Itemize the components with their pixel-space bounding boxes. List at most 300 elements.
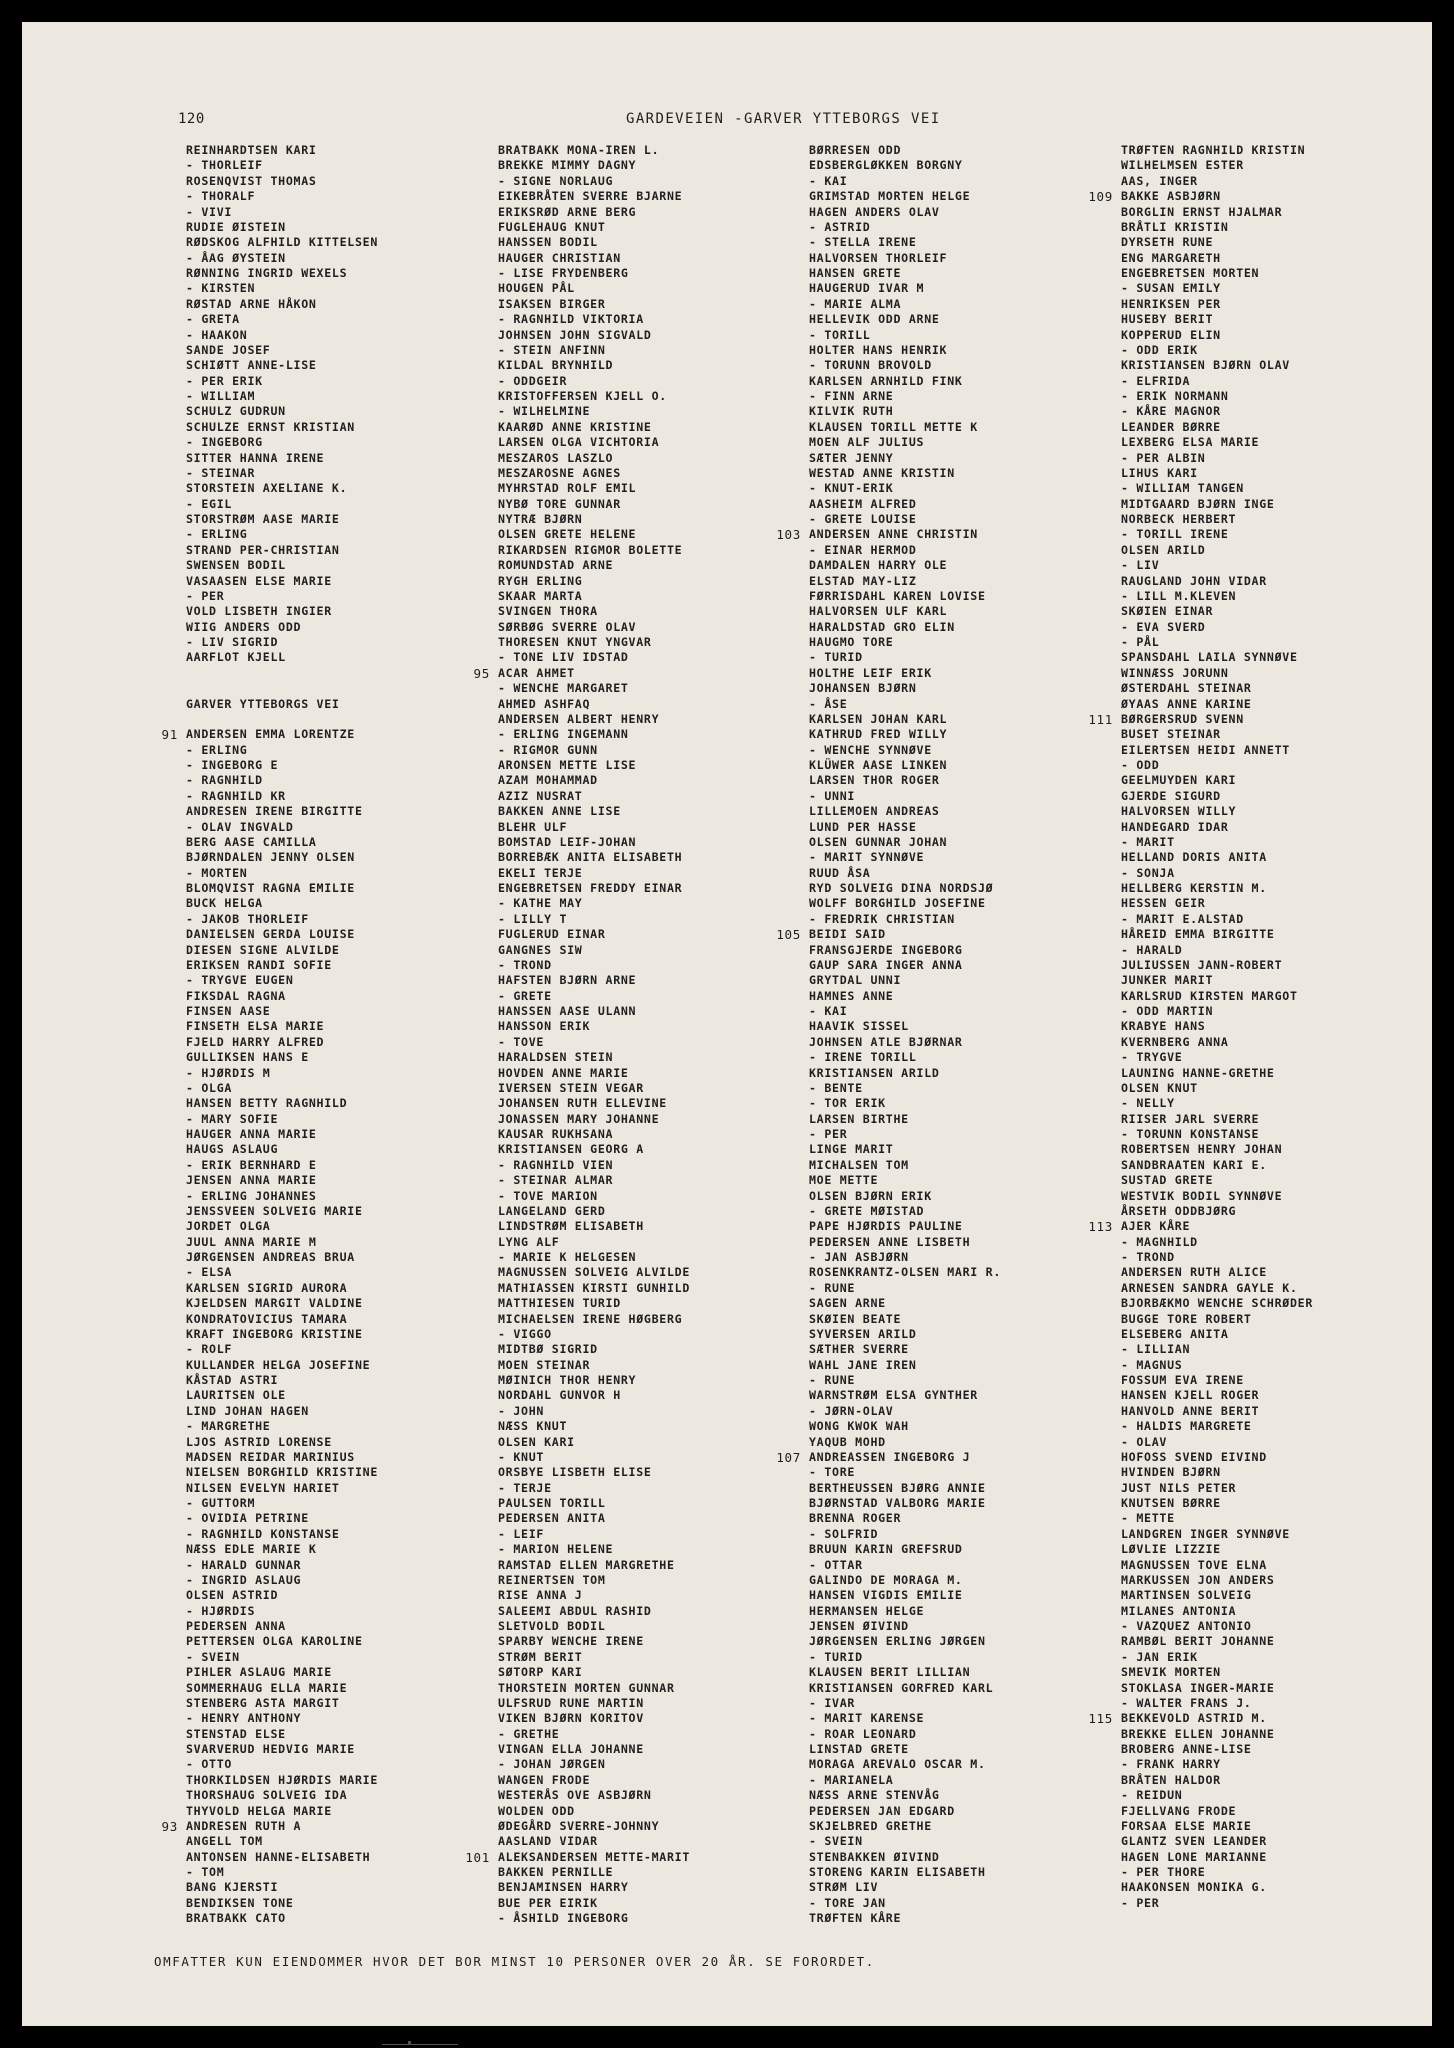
- resident-entry: [1121, 1757, 1451, 1772]
- resident-name: AAS, INGER: [1121, 173, 1198, 188]
- resident-entry: [498, 912, 828, 927]
- resident-name: ENGEBRETSEN FREDDY EINAR: [498, 881, 683, 895]
- resident-entry: [809, 697, 1139, 712]
- column-3: [776, 143, 1139, 1927]
- resident-name: HAMNES ANNE: [809, 988, 894, 1003]
- resident-name: - RAGNHILD KR: [186, 788, 286, 803]
- resident-entry: [186, 1604, 516, 1619]
- resident-entry: [186, 635, 516, 650]
- resident-name: - SUSAN EMILY: [1121, 281, 1221, 296]
- resident-name: STORSTRØM AASE MARIE: [186, 512, 340, 526]
- resident-entry: [776, 1449, 1139, 1465]
- resident-name: STRØM LIV: [809, 1880, 879, 1895]
- resident-entry: [809, 1650, 1139, 1665]
- resident-name: ØDEGÅRD SVERRE-JOHNNY: [498, 1818, 660, 1833]
- resident-entry: [1121, 1804, 1451, 1819]
- resident-entry: [498, 727, 828, 742]
- resident-name: - OTTO: [186, 1757, 233, 1772]
- resident-entry: [1121, 1081, 1451, 1096]
- resident-entry: [809, 497, 1139, 512]
- resident-entry: [186, 404, 516, 419]
- resident-name: - ODD ERIK: [1121, 342, 1198, 357]
- resident-entry: [186, 1634, 516, 1649]
- resident-entry: [498, 1773, 828, 1788]
- resident-entry: [809, 343, 1139, 358]
- resident-entry: [186, 604, 516, 619]
- resident-name: - FRANK HARRY: [1121, 1757, 1221, 1772]
- resident-entry: [1121, 1788, 1451, 1803]
- resident-entry: [809, 1850, 1139, 1865]
- resident-entry: [498, 850, 828, 865]
- resident-name: WILHELMSEN ESTER: [1121, 158, 1244, 173]
- resident-entry: [1121, 435, 1451, 450]
- resident-name: ANGELL TOM: [186, 1834, 263, 1849]
- resident-entry: [1121, 1511, 1451, 1526]
- resident-name: BUGGE TORE ROBERT: [1121, 1311, 1252, 1326]
- resident-entry: [1121, 1496, 1451, 1511]
- resident-name: LEANDER BØRRE: [1121, 419, 1221, 434]
- resident-entry: [161, 1818, 516, 1834]
- resident-entry: [809, 1665, 1139, 1680]
- resident-entry: [809, 804, 1139, 819]
- resident-entry: [498, 358, 828, 373]
- resident-entry: [809, 1265, 1139, 1280]
- resident-entry: [809, 281, 1139, 296]
- resident-entry: [498, 1619, 828, 1634]
- resident-name: PEDERSEN ANNA: [186, 1619, 286, 1633]
- resident-entry: [186, 574, 516, 589]
- resident-name: - IVAR: [809, 1695, 856, 1710]
- resident-name: HOUGEN PÅL: [498, 281, 575, 296]
- resident-name: HVINDEN BJØRN: [1121, 1465, 1221, 1480]
- resident-entry: [186, 1035, 516, 1050]
- resident-entry: [498, 1404, 828, 1419]
- resident-name: - LIV: [1121, 558, 1160, 573]
- resident-entry: [1121, 451, 1451, 466]
- resident-name: - OLAV: [1121, 1434, 1168, 1449]
- resident-name: MAGNUSSEN TOVE ELNA: [1121, 1557, 1267, 1572]
- resident-name: ERIKSEN RANDI SOFIE: [186, 957, 332, 972]
- resident-name: PEDERSEN JAN EDGARD: [809, 1803, 955, 1818]
- resident-name: ROBERTSEN HENRY JOHAN: [1121, 1142, 1283, 1157]
- resident-entry: [186, 435, 516, 450]
- resident-entry: [809, 451, 1139, 466]
- resident-name: - TORE: [809, 1465, 856, 1480]
- resident-name: BAKKE ASBJØRN: [1121, 189, 1221, 204]
- resident-name: - WILLIAM TANGEN: [1121, 481, 1244, 496]
- resident-entry: [186, 312, 516, 327]
- resident-entry: [1121, 620, 1451, 635]
- resident-name: AJER KÅRE: [1121, 1219, 1191, 1234]
- resident-entry: [186, 158, 516, 173]
- house-number: 111: [1088, 711, 1113, 727]
- resident-name: FINSETH ELSA MARIE: [186, 1019, 325, 1034]
- resident-name: - TORUNN KONSTANSE: [1121, 1127, 1260, 1141]
- resident-name: - KAI: [809, 173, 848, 188]
- footer-rule: [382, 2044, 458, 2045]
- resident-name: ULFSRUD RUNE MARTIN: [498, 1695, 644, 1710]
- resident-name: - LISE FRYDENBERG: [498, 266, 629, 280]
- resident-name: HÅREID EMMA BIRGITTE: [1121, 927, 1275, 942]
- resident-name: MESZAROSNE AGNES: [498, 465, 621, 480]
- resident-name: BAKKEN PERNILLE: [498, 1865, 614, 1879]
- resident-name: - ERIK NORMANN: [1121, 389, 1229, 403]
- resident-name: BORREBÆK ANITA ELISABETH: [498, 850, 683, 865]
- resident-entry: [186, 820, 516, 835]
- resident-name: - VIGGO: [498, 1326, 552, 1341]
- resident-name: OLSEN ASTRID: [186, 1588, 279, 1603]
- resident-name: - EVA SVERD: [1121, 619, 1206, 634]
- resident-entry: [498, 297, 828, 312]
- resident-entry: [1121, 1419, 1451, 1434]
- resident-entry: [498, 589, 828, 604]
- resident-name: LYNG ALF: [498, 1234, 560, 1249]
- resident-name: - THORALF: [186, 189, 256, 204]
- resident-name: JULIUSSEN JANN-ROBERT: [1121, 957, 1283, 972]
- resident-entry: [498, 1373, 828, 1388]
- resident-name: MICHALSEN TOM: [809, 1157, 909, 1172]
- column-1: [161, 143, 516, 1927]
- resident-name: - KATHE MAY: [498, 896, 583, 911]
- resident-name: KILVIK RUTH: [809, 404, 894, 419]
- resident-entry: [186, 989, 516, 1004]
- resident-entry: [809, 943, 1139, 958]
- resident-entry: [498, 1127, 828, 1142]
- resident-entry: [1121, 328, 1451, 343]
- resident-name: - SONJA: [1121, 865, 1175, 880]
- resident-name: SKAAR MARTA: [498, 588, 583, 603]
- resident-entry: [498, 1158, 828, 1173]
- resident-name: - WILLIAM: [186, 389, 256, 403]
- resident-entry: [186, 1696, 516, 1711]
- resident-entry: [498, 1312, 828, 1327]
- resident-entry: [1121, 1742, 1451, 1757]
- resident-entry: [498, 220, 828, 235]
- resident-name: - ERIK BERNHARD E: [186, 1157, 317, 1172]
- resident-entry: [498, 1265, 828, 1280]
- resident-entry: [498, 1588, 828, 1603]
- resident-name: - OVIDIA PETRINE: [186, 1511, 309, 1526]
- resident-name: PETTERSEN OLGA KAROLINE: [186, 1634, 363, 1649]
- resident-entry: [498, 481, 828, 496]
- resident-entry: [498, 1096, 828, 1111]
- resident-name: LJOS ASTRID LORENSE: [186, 1434, 332, 1449]
- resident-name: SKJELBRED GRETHE: [809, 1818, 932, 1833]
- resident-name: LUND PER HASSE: [809, 819, 917, 834]
- resident-entry: [809, 635, 1139, 650]
- resident-entry: [1121, 235, 1451, 250]
- resident-name: KATHRUD FRED WILLY: [809, 727, 948, 742]
- resident-entry: [1121, 1358, 1451, 1373]
- resident-name: KARLSEN SIGRID AURORA: [186, 1280, 348, 1295]
- resident-entry: [809, 1312, 1139, 1327]
- resident-name: - LIV SIGRID: [186, 635, 279, 649]
- resident-entry: [498, 235, 828, 250]
- resident-entry: [186, 1804, 516, 1819]
- resident-name: - TONE LIV IDSTAD: [498, 650, 629, 665]
- resident-entry: [498, 1465, 828, 1480]
- resident-entry: [1121, 1404, 1451, 1419]
- resident-entry: [809, 650, 1139, 665]
- resident-name: GARVER YTTEBORGS VEI: [186, 696, 340, 711]
- resident-name: MILANES ANTONIA: [1121, 1603, 1237, 1618]
- resident-name: NORBECK HERBERT: [1121, 512, 1237, 526]
- resident-entry: [186, 681, 516, 696]
- resident-entry: [1121, 789, 1451, 804]
- resident-entry: [498, 1634, 828, 1649]
- resident-name: - INGEBORG E: [186, 758, 279, 772]
- resident-entry: [809, 251, 1139, 266]
- resident-name: KJELDSEN MARGIT VALDINE: [186, 1296, 363, 1311]
- resident-entry: [498, 435, 828, 450]
- resident-entry: [1121, 804, 1451, 819]
- resident-name: - ELSA: [186, 1265, 233, 1280]
- resident-name: - TOM: [186, 1865, 225, 1879]
- resident-name: - RAGNHILD VIKTORIA: [498, 312, 644, 327]
- resident-entry: [1121, 973, 1451, 988]
- resident-name: - ÅSE: [809, 696, 848, 711]
- resident-name: LINDSTRØM ELISABETH: [498, 1219, 644, 1234]
- resident-name: - TRYGVE: [1121, 1050, 1183, 1065]
- resident-name: MICHAELSEN IRENE HØGBERG: [498, 1311, 683, 1326]
- resident-name: MARTINSEN SOLVEIG: [1121, 1588, 1252, 1603]
- resident-name: - GRETHE: [498, 1726, 560, 1741]
- resident-entry: [498, 1281, 828, 1296]
- resident-name: RYD SOLVEIG DINA NORDSJØ: [809, 881, 994, 895]
- resident-entry: [498, 604, 828, 619]
- resident-entry: [1121, 158, 1451, 173]
- house-number: 105: [776, 927, 801, 943]
- resident-name: WONG KWOK WAH: [809, 1419, 909, 1434]
- resident-entry: [1121, 635, 1451, 650]
- resident-entry: [186, 1650, 516, 1665]
- resident-name: MIDTBØ SIGRID: [498, 1342, 598, 1357]
- resident-entry: [1121, 1173, 1451, 1188]
- resident-name: SAGEN ARNE: [809, 1296, 886, 1311]
- resident-name: HANSSON ERIK: [498, 1019, 591, 1034]
- resident-entry: [498, 758, 828, 773]
- resident-entry: [186, 958, 516, 973]
- resident-entry: [498, 1496, 828, 1511]
- resident-entry: [1121, 1450, 1451, 1465]
- resident-entry: [186, 1081, 516, 1096]
- resident-entry: [498, 205, 828, 220]
- resident-entry: [809, 1142, 1139, 1157]
- resident-name: HAFSTEN BJØRN ARNE: [498, 973, 637, 988]
- resident-entry: [498, 712, 828, 727]
- resident-entry: [1121, 958, 1451, 973]
- resident-name: JONASSEN MARY JOHANNE: [498, 1111, 660, 1126]
- resident-entry: [1121, 1388, 1451, 1403]
- resident-entry: [186, 758, 516, 773]
- resident-name: MØINICH THOR HENRY: [498, 1373, 637, 1387]
- resident-entry: [186, 1281, 516, 1296]
- resident-name: BENDIKSEN TONE: [186, 1895, 294, 1910]
- resident-entry: [498, 328, 828, 343]
- resident-name: STENBERG ASTA MARGIT: [186, 1695, 340, 1710]
- resident-entry: [186, 1911, 516, 1926]
- resident-name: - OTTAR: [809, 1557, 863, 1572]
- resident-entry: [186, 1250, 516, 1265]
- resident-name: HOLTER HANS HENRIK: [809, 342, 948, 357]
- resident-name: BLOMQVIST RAGNA EMILIE: [186, 881, 355, 895]
- resident-name: - KIRSTEN: [186, 281, 256, 296]
- resident-entry: [1121, 604, 1451, 619]
- resident-entry: [1121, 1542, 1451, 1557]
- resident-entry: [809, 358, 1139, 373]
- resident-name: STRAND PER-CHRISTIAN: [186, 542, 340, 557]
- resident-name: HERMANSEN HELGE: [809, 1603, 925, 1618]
- resident-entry: [1121, 1527, 1451, 1542]
- resident-name: ROMUNDSTAD ARNE: [498, 558, 614, 573]
- resident-name: - FINN ARNE: [809, 389, 894, 403]
- resident-name: - MAGNHILD: [1121, 1234, 1198, 1249]
- resident-entry: [809, 973, 1139, 988]
- resident-entry: [498, 466, 828, 481]
- resident-entry: [498, 1727, 828, 1742]
- resident-name: STOKLASA INGER-MARIE: [1121, 1680, 1275, 1695]
- resident-name: HANDEGARD IDAR: [1121, 819, 1229, 834]
- resident-name: WINNÆSS JORUNN: [1121, 665, 1229, 680]
- resident-entry: [1088, 711, 1451, 727]
- resident-name: STENSTAD ELSE: [186, 1726, 286, 1741]
- resident-entry: [186, 235, 516, 250]
- resident-entry: [1121, 589, 1451, 604]
- resident-name: HELLEVIK ODD ARNE: [809, 312, 940, 327]
- resident-entry: [1121, 896, 1451, 911]
- resident-name: LIND JOHAN HAGEN: [186, 1403, 309, 1418]
- resident-entry: [1121, 558, 1451, 573]
- resident-entry: [186, 1481, 516, 1496]
- resident-name: GLANTZ SVEN LEANDER: [1121, 1834, 1267, 1849]
- resident-name: - VAZQUEZ ANTONIO: [1121, 1619, 1252, 1633]
- resident-name: SALEEMI ABDUL RASHID: [498, 1603, 652, 1618]
- resident-name: MESZAROS LASZLO: [498, 450, 614, 465]
- resident-name: KRISTIANSEN GORFRED KARL: [809, 1680, 994, 1695]
- resident-name: - HARALD GUNNAR: [186, 1557, 302, 1572]
- resident-entry: [809, 896, 1139, 911]
- resident-name: VOLD LISBETH INGIER: [186, 604, 332, 619]
- resident-name: - MARIANELA: [809, 1772, 894, 1787]
- resident-entry: [809, 1911, 1139, 1926]
- resident-name: BOMSTAD LEIF-JOHAN: [498, 834, 637, 849]
- resident-name: WARNSTRØM ELSA GYNTHER: [809, 1388, 978, 1403]
- resident-entry: [1121, 1481, 1451, 1496]
- resident-entry: [186, 1880, 516, 1895]
- resident-name: BROBERG ANNE-LISE: [1121, 1742, 1252, 1756]
- resident-name: BEKKEVOLD ASTRID M.: [1121, 1711, 1267, 1726]
- resident-entry: [498, 973, 828, 988]
- resident-name: BØRGERSRUD SVENN: [1121, 711, 1244, 726]
- resident-name: YAQUB MOHD: [809, 1434, 886, 1449]
- resident-name: DIESEN SIGNE ALVILDE: [186, 942, 340, 957]
- resident-entry: [809, 866, 1139, 881]
- resident-entry: [186, 1450, 516, 1465]
- resident-name: JENSEN ANNA MARIE: [186, 1173, 317, 1188]
- resident-entry: [186, 281, 516, 296]
- resident-entry: [1121, 266, 1451, 281]
- resident-entry: [809, 512, 1139, 527]
- resident-name: KLAUSEN TORILL METTE K: [809, 419, 978, 434]
- resident-name: TRØFTEN RAGNHILD KRISTIN: [1121, 143, 1306, 157]
- resident-entry: [809, 404, 1139, 419]
- resident-name: - INGEBORG: [186, 435, 263, 450]
- resident-entry: [1121, 251, 1451, 266]
- resident-entry: [498, 1388, 828, 1403]
- resident-entry: [809, 681, 1139, 696]
- resident-entry: [498, 1896, 828, 1911]
- resident-entry: [186, 1342, 516, 1357]
- resident-name: ANDRESEN IRENE BIRGITTE: [186, 804, 363, 819]
- resident-entry: [186, 973, 516, 988]
- resident-name: - PER: [809, 1127, 848, 1141]
- resident-name: ISAKSEN BIRGER: [498, 296, 606, 311]
- resident-entry: [1121, 574, 1451, 589]
- resident-entry: [186, 451, 516, 466]
- resident-entry: [1121, 358, 1451, 373]
- resident-entry: [1121, 1850, 1451, 1865]
- resident-name: - TRYGVE EUGEN: [186, 973, 294, 988]
- resident-name: - GUTTORM: [186, 1496, 256, 1510]
- resident-name: - LILL M.KLEVEN: [1121, 588, 1237, 603]
- resident-entry: [809, 1296, 1139, 1311]
- resident-name: - PÅL: [1121, 635, 1160, 649]
- resident-name: HOLTHE LEIF ERIK: [809, 665, 932, 680]
- resident-name: BREKKE MIMMY DAGNY: [498, 158, 637, 173]
- resident-name: SITTER HANNA IRENE: [186, 450, 325, 465]
- resident-name: RØDSKOG ALFHILD KITTELSEN: [186, 235, 379, 250]
- house-number: 115: [1088, 1711, 1113, 1727]
- resident-name: BERTHEUSSEN BJØRG ANNIE: [809, 1480, 986, 1495]
- resident-name: HARALDSEN STEIN: [498, 1050, 614, 1065]
- column-4: [1088, 143, 1451, 1911]
- resident-name: - MARION HELENE: [498, 1542, 614, 1557]
- resident-name: PIHLER ASLAUG MARIE: [186, 1665, 332, 1680]
- resident-entry: [186, 1219, 516, 1234]
- resident-entry: [809, 1757, 1139, 1772]
- resident-entry: [1121, 681, 1451, 696]
- resident-entry: [498, 1696, 828, 1711]
- resident-name: ØYAAS ANNE KARINE: [1121, 696, 1252, 711]
- resident-name: - TROND: [498, 957, 552, 972]
- resident-name: REINHARDTSEN KARI: [186, 143, 317, 157]
- resident-name: KRABYE HANS: [1121, 1019, 1206, 1034]
- resident-name: HAUGMO TORE: [809, 635, 894, 649]
- resident-name: - KNUT-ERIK: [809, 481, 894, 496]
- resident-entry: [498, 512, 828, 527]
- resident-entry: [186, 1296, 516, 1311]
- resident-entry: [498, 804, 828, 819]
- resident-name: ANDERSEN ALBERT HENRY: [498, 711, 660, 726]
- resident-name: ANTONSEN HANNE-ELISABETH: [186, 1849, 371, 1864]
- resident-entry: [809, 1158, 1139, 1173]
- resident-entry: [1121, 466, 1451, 481]
- resident-name: LANDGREN INGER SYNNØVE: [1121, 1526, 1290, 1541]
- document-page: [22, 22, 1432, 2026]
- resident-name: - RUNE: [809, 1373, 856, 1387]
- resident-name: TRØFTEN KÅRE: [809, 1911, 902, 1926]
- resident-name: SYVERSEN ARILD: [809, 1326, 917, 1341]
- resident-name: MADSEN REIDAR MARINIUS: [186, 1449, 355, 1464]
- resident-name: - THORLEIF: [186, 158, 263, 173]
- resident-entry: [1121, 1896, 1451, 1911]
- resident-entry: [809, 543, 1139, 558]
- resident-entry: [1121, 1066, 1451, 1081]
- resident-entry: [809, 328, 1139, 343]
- resident-entry: [1121, 1573, 1451, 1588]
- resident-entry: [809, 1773, 1139, 1788]
- resident-entry: [186, 1558, 516, 1573]
